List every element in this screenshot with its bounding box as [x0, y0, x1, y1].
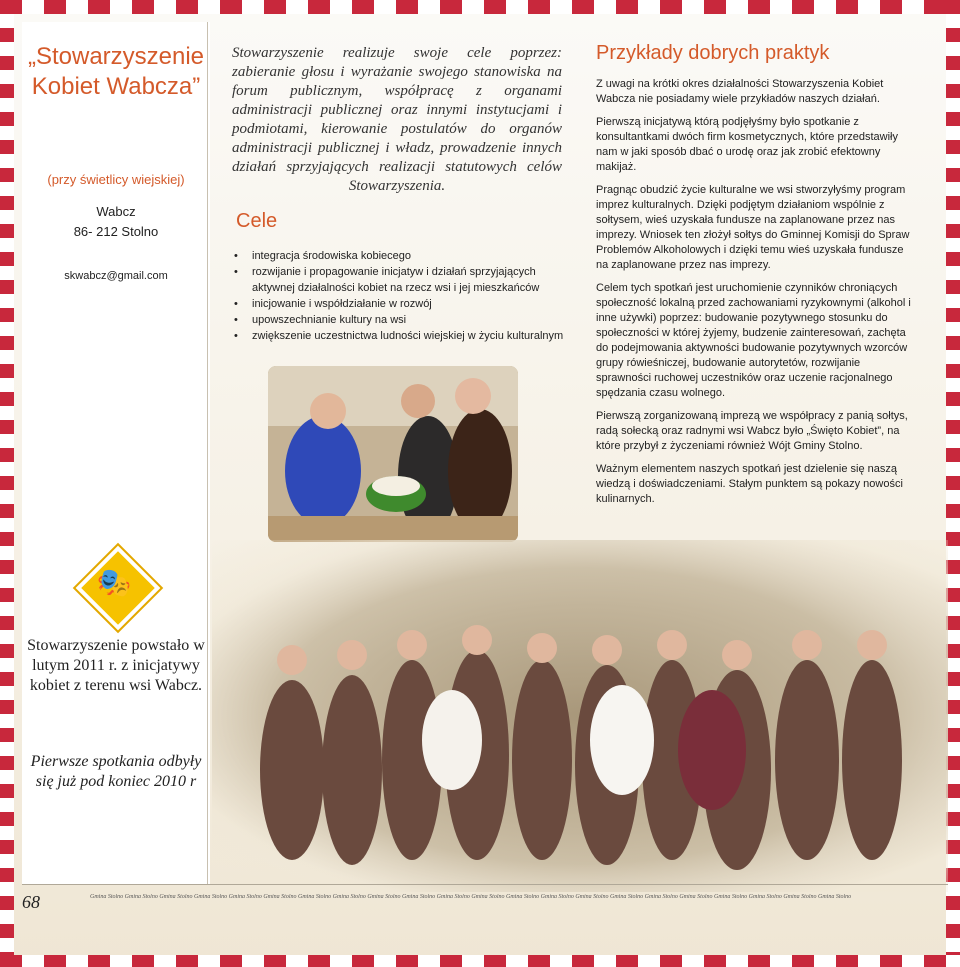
bottom-border	[0, 955, 960, 967]
footer-running-text: Gmina Stolno Gmina Stolno Gmina Stolno Gmina Stolno Gmina Stolno Gmina Stolno Gmina Stolno Gmina Stolno Gmina Stolno Gmina Stolno Gmina Stolno Gmina Stolno Gmina Stolno Gmina Stolno Gmina Stolno Gmina Stolno Gmina Stolno Gmina Stolno Gmina Stolno Gmina Stolno Gmina Stolno Gmina Stolno	[90, 894, 852, 900]
org-title: „Stowarzyszenie Kobiet Wabcza”	[27, 43, 205, 100]
first-meetings-note: Pierwsze spotkania odbyły się już pod koniec 2010 r	[30, 753, 202, 790]
list-item: • inicjowanie i współdziałanie w rozwój	[234, 296, 564, 312]
practice-paragraph: Pierwszą zorganizowaną imprezą we współpracy z panią sołtys, radą sołecką oraz radnymi wsi Wabcz było „Święto Kobiet”, na które przybył z życzeniami również Wójt Gminy Stolno.	[596, 410, 908, 452]
good-practices-heading: Przykłady dobrych praktyk	[596, 42, 830, 64]
list-item: • upowszechnianie kultury na wsi	[234, 312, 564, 328]
practice-paragraph: Ważnym elementem naszych spotkań jest dzielenie się naszą wiedzą i doświadczeniami. Stałym punktem są pokazy nowości kulinarnych.	[596, 463, 903, 505]
list-item: • zwiększenie uczestnictwa ludności wiejskiej w życiu kulturalnym	[234, 328, 564, 344]
cele-heading: Cele	[236, 210, 278, 232]
address	[22, 202, 210, 242]
address-line-1: Wabcz	[96, 204, 136, 219]
list-item: • integracja środowiska kobiecego	[234, 248, 564, 264]
right-border	[946, 0, 960, 967]
practice-paragraph: Pragnąc obudzić życie kulturalne we wsi stworzyłyśmy program imprez kulturalnych. Dzięki podjętym działaniom wspólnie z sołtysem, wieś uzyskała fundusze na zaplanowane przez nas imprezy. Wniosek ten złożył sołtys do Gminnej Komisji do Spraw Problemów Alkoholowych i dzięki temu wieś uzyskała fundusze na zaplanowane przez nas imprezy.	[596, 184, 910, 271]
footer-divider	[22, 884, 948, 885]
theater-masks-icon: 🎭	[96, 567, 132, 598]
photo-group-women	[212, 540, 948, 892]
page-number: 68	[22, 892, 40, 912]
left-border	[0, 0, 14, 967]
photo-cooking-workshop	[268, 366, 518, 542]
cele-list	[234, 248, 564, 344]
theater-badge	[78, 548, 150, 620]
practice-paragraph: Celem tych spotkań jest uruchomienie czynników chroniących społeczność lokalną przed zachowaniami ryzykownymi (alkohol i inne używki) poprzez: budowanie pozytywnego stosunku do społeczności w której żyjemy, budzenie zainteresowań, zachęta do podejmowania aktywności budowanie pozytywnych wzorców grupy rówieśniczej, budowanie autorytetów, rozwijanie sprawności ruchowej uczestników oraz uczenie racjonalnego spędzania czasu wolnego.	[596, 282, 911, 399]
intro-paragraph: Stowarzyszenie realizuje swoje cele poprzez: zabieranie głosu i wyrażanie swojego stanowiska na forum publicznym, współpracę z organami administracji publicznej oraz innymi instytucjami i podmiotami, kierowanie postulatów do organów administracji publicznej i władz, prowadzenie innych działań sprzyjających realizacji statutowych celów Stowarzyszenia.	[232, 45, 562, 194]
founded-note: Stowarzyszenie powstało w lutym 2011 r. z inicjatywy kobiet z terenu wsi Wabcz.	[27, 637, 205, 694]
practice-paragraph: Pierwszą inicjatywą którą podjęłyśmy było spotkanie z konsultantkami dwóch firm kosmetycznych, które przedstawiły nam w jaki sposób dbać o urodę oraz jak zrobić efektowny makijaż.	[596, 116, 898, 173]
practice-paragraph: Z uwagi na krótki okres działalności Stowarzyszenia Kobiet Wabcza nie posiadamy wiele przykładów naszych działań.	[596, 78, 884, 105]
good-practices-section	[588, 42, 918, 515]
address-line-2: 86- 212 Stolno	[73, 224, 159, 239]
org-subtitle: (przy świetlicy wiejskiej)	[47, 172, 185, 187]
top-border	[0, 0, 960, 14]
email-address: skwabcz@gmail.com	[64, 270, 168, 282]
group-photo-illustration	[212, 540, 948, 892]
list-item: • rozwijanie i propagowanie inicjatyw i działań sprzyjających aktywnej działalności kobiet na rzecz wsi i jej mieszkańców	[234, 264, 564, 296]
photo-cooking-illustration	[268, 366, 518, 542]
